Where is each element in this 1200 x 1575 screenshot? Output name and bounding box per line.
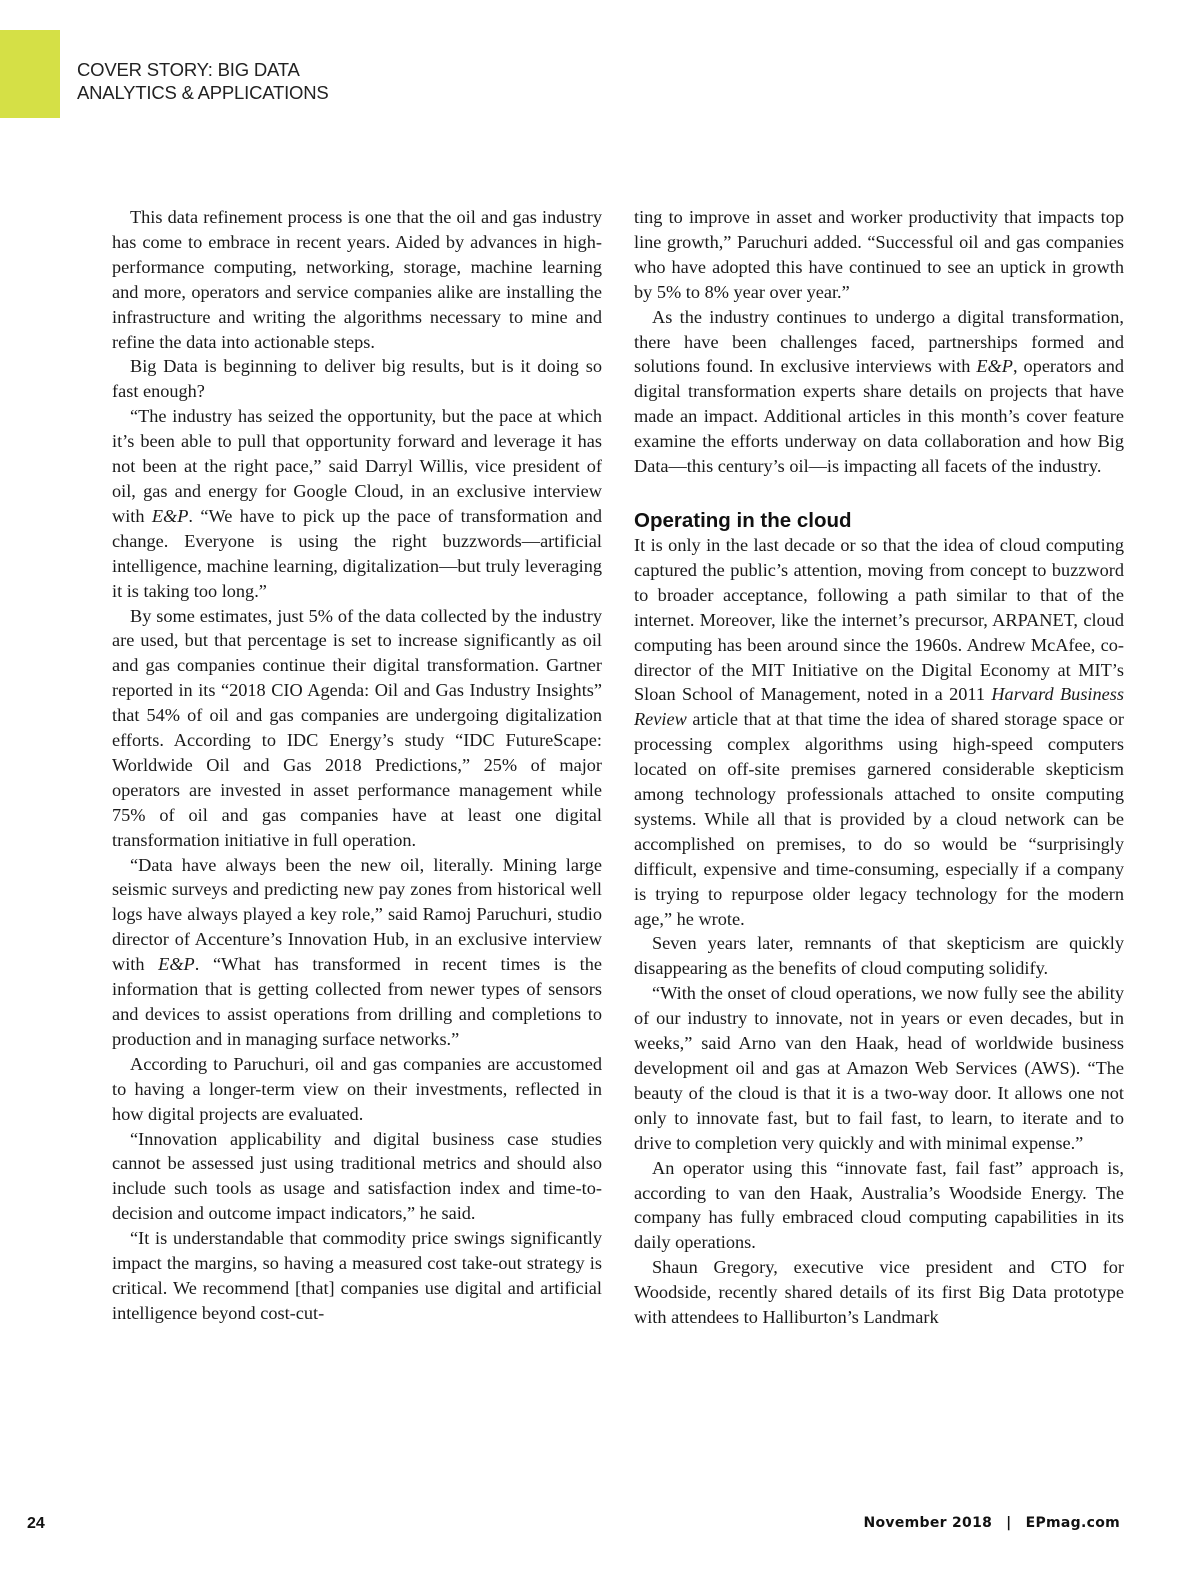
- section-heading: Operating in the cloud: [634, 508, 852, 532]
- paragraph: Seven years later, remnants of that skepticism are quickly disappearing as the benefits of cloud computing solidify.: [634, 933, 1124, 979]
- paragraph: It is only in the last decade or so that the idea of cloud computing captured the public’s attention, moving from concept to buzzword to broader acceptance, following a path similar to that of the internet. Moreover, like the internet’s precursor, ARPANET, cloud computing has been around since the 1960s. Andrew McAfee, co-director of the MIT Initiative on the Digital Economy at MIT’s Sloan School of Management, noted in a 2011 Harvard Business Review article that at that time the idea of shared storage space or processing complex algorithms using high-speed computers located on off-site premises garnered considerable skepticism among technology professionals attached to onsite computing systems. While all that is provided by a cloud network can be accomplished on premises, to do so would be “surprisingly difficult, expensive and time-consuming, especially if a company is trying to repurpose older legacy technology for the modern age,” he wrote.: [634, 534, 1124, 929]
- section-label: [77, 58, 329, 104]
- section-accent-bar: [0, 30, 60, 118]
- footer-issue-info: [863, 1515, 1120, 1531]
- site-link[interactable]: EPmag.com: [1025, 1515, 1120, 1531]
- paragraph: Big Data is beginning to deliver big results, but is it doing so fast enough?: [112, 356, 602, 402]
- publication-name: E&P: [158, 954, 195, 975]
- publication-name: Harvard Business Review: [634, 684, 1124, 730]
- paragraph: According to Paruchuri, oil and gas companies are accustomed to having a longer-term view on their investments, reflected in how digital projects are evaluated.: [112, 1053, 602, 1124]
- paragraph: “Innovation applicability and digital business case studies cannot be assessed just using traditional metrics and should also include such tools as usage and satisfaction index and time-to-decision and outcome impact indicators,” he said.: [112, 1128, 602, 1224]
- paragraph: An operator using this “innovate fast, fail fast” approach is, according to van den Haak, Australia’s Woodside Energy. The company has fully embraced cloud computing capabilities in its daily operations.: [634, 1157, 1124, 1253]
- paragraph: “The industry has seized the opportunity, but the pace at which it’s been able to pull that opportunity forward and leverage it has not been at the right pace,” said Darryl Willis, vice president of oil, gas and energy for Google Cloud, in an exclusive interview with E&P. “We have to pick up the pace of transformation and change. Everyone is using the right buzzwords—artificial intelligence, machine learning, digitalization—but truly leveraging it is taking too long.”: [112, 406, 603, 601]
- paragraph: By some estimates, just 5% of the data collected by the industry are used, but that percentage is set to increase significantly as oil and gas companies continue their digital transformation. Gartner reported in its “2018 CIO Agenda: Oil and Gas Industry Insights” that 54% of oil and gas companies are undergoing digitalization efforts. According to IDC Energy’s study “IDC FutureScape: Worldwide Oil and Gas 2018 Predictions,” 25% of major operators are invested in asset performance management while 75% of oil and gas companies have at least one digital transformation initiative in full operation.: [112, 605, 602, 850]
- footer-separator: |: [1006, 1515, 1012, 1531]
- paragraph: ting to improve in asset and worker productivity that impacts top line growth,” Paruchuri added. “Successful oil and gas companies who have adopted this have continued to see an uptick in growth by 5% to 8% year over year.”: [634, 207, 1124, 302]
- section-label-line-2: ANALYTICS & APPLICATIONS: [77, 82, 329, 103]
- publication-name: E&P: [976, 356, 1013, 377]
- right-column: [634, 205, 1124, 1330]
- paragraph: “Data have always been the new oil, literally. Mining large seismic surveys and predicting new pay zones from historical well logs have always played a key role,” said Ramoj Paruchuri, studio director of Accenture’s Innovation Hub, in an exclusive interview with E&P. “What has transformed in recent times is the information that is getting collected from newer types of sensors and devices to assist operations from drilling and completions to production and in managing surface networks.”: [112, 854, 602, 1049]
- paragraph: Shaun Gregory, executive vice president and CTO for Woodside, recently shared details of its first Big Data prototype with attendees to Halliburton’s Landmark: [634, 1257, 1124, 1328]
- paragraph: As the industry continues to undergo a digital transformation, there have been challenges faced, partnerships formed and solutions found. In exclusive interviews with E&P, operators and digital transformation experts share details on projects that have made an impact. Additional articles in this month’s cover feature examine the efforts underway on data collaboration and how Big Data—this century’s oil—is impacting all facets of the industry.: [634, 306, 1124, 477]
- paragraph: “It is understandable that commodity price swings significantly impact the margins, so having a measured cost take-out strategy is critical. We recommend [that] companies use digital and artificial intelligence beyond cost-cut-: [112, 1228, 602, 1323]
- section-label-line-1: COVER STORY: BIG DATA: [77, 59, 300, 80]
- left-column: [112, 205, 602, 1326]
- paragraph: “With the onset of cloud operations, we now fully see the ability of our industry to innovate, not in years or even decades, but in weeks,” said Arno van den Haak, head of worldwide business development oil and gas at Amazon Web Services (AWS). “The beauty of the cloud is that it is a two-way door. It allows one not only to innovate fast, but to fail fast, to learn, to iterate and to drive to completion very quickly and with minimal expense.”: [634, 983, 1124, 1153]
- issue-date: November 2018: [863, 1515, 993, 1531]
- page-number: 24: [27, 1515, 45, 1532]
- publication-name: E&P: [151, 505, 189, 526]
- paragraph: This data refinement process is one that the oil and gas industry has come to embrace in recent years. Aided by advances in high-performance computing, networking, storage, machine learning and more, operators and service companies alike are installing the infrastructure and writing the algorithms necessary to mine and refine the data into actionable steps.: [112, 207, 602, 352]
